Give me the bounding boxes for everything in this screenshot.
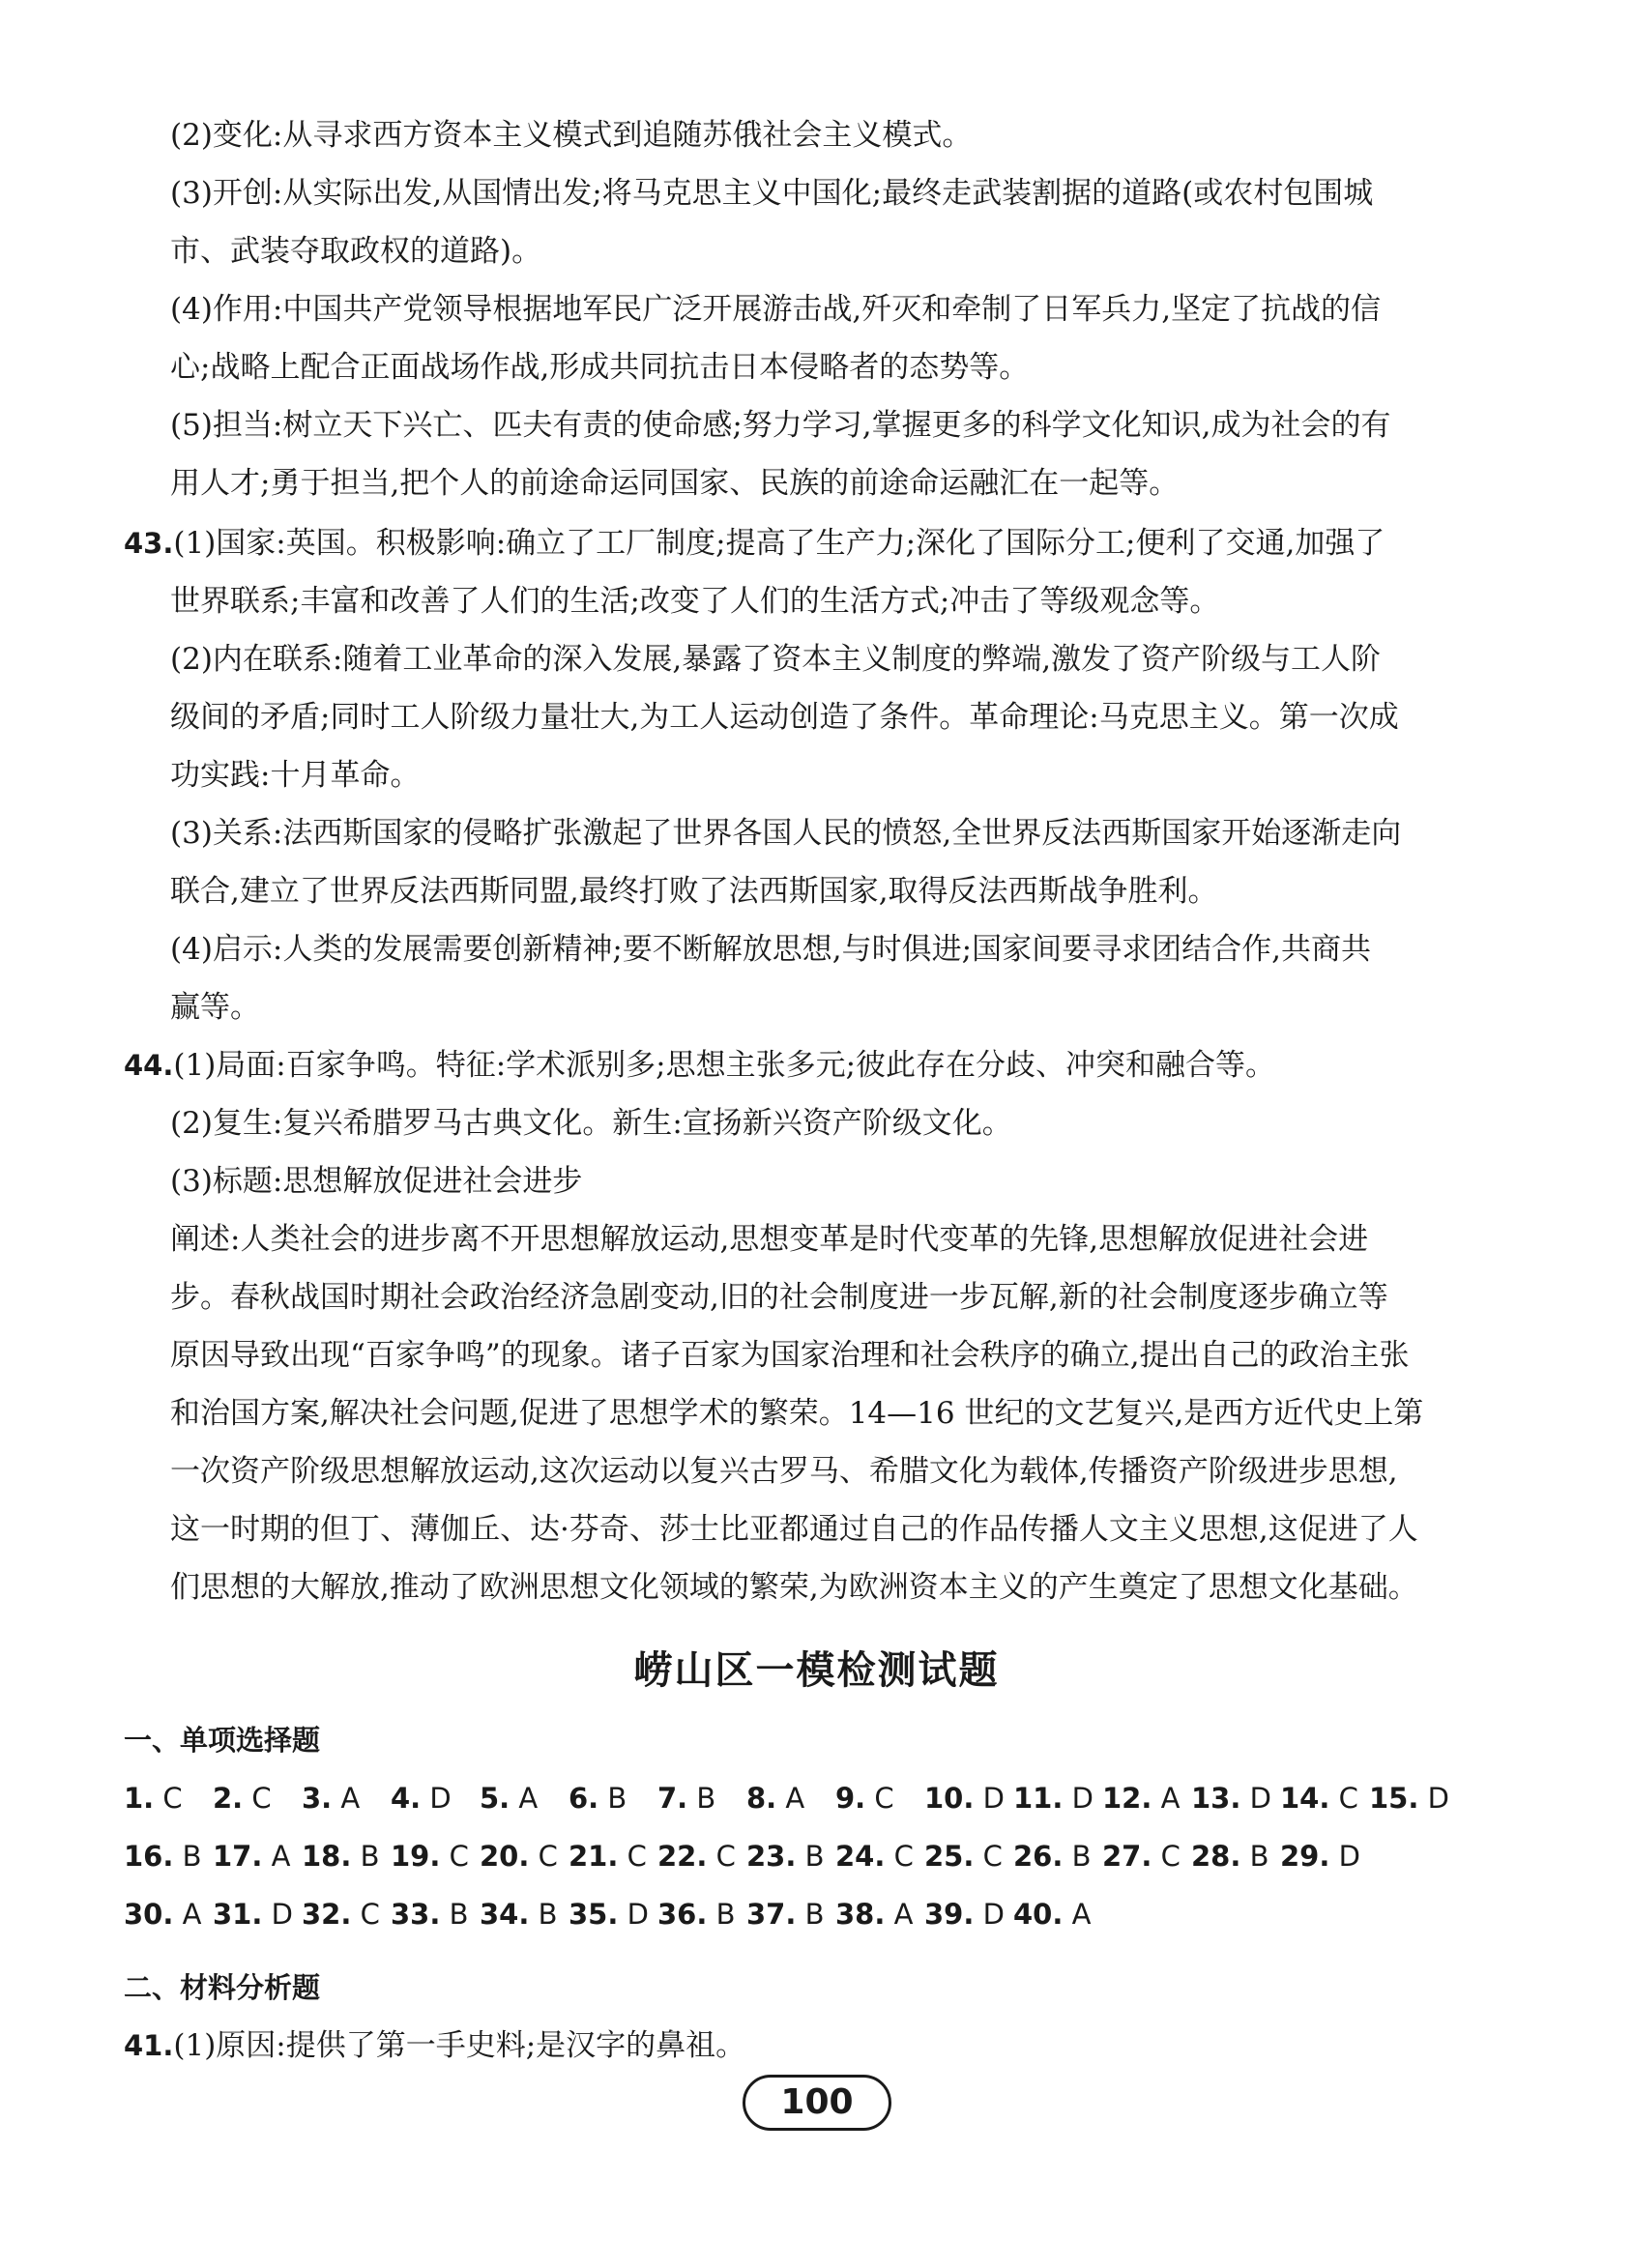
text-line: (3)开创:从实际出发,从国情出发;将马克思主义中国化;最终走武装割据的道路(或农村包围城	[170, 176, 1374, 211]
text-line: (2)复生:复兴希腊罗马古典文化。新生:宣扬新兴资产阶级文化。	[170, 1106, 1012, 1141]
answer-item: 16. B	[124, 1840, 202, 1873]
question-41-line: 41.(1)原因:提供了第一手史料;是汉字的鼻祖。	[124, 2028, 746, 2063]
answer-item: 2. C	[213, 1782, 272, 1815]
answer-item: 31. D	[213, 1898, 293, 1931]
answer-item: 39. D	[924, 1898, 1005, 1931]
text-line: 联合,建立了世界反法西斯同盟,最终打败了法西斯国家,取得反法西斯战争胜利。	[170, 874, 1218, 909]
text-line: (2)内在联系:随着工业革命的深入发展,暴露了资本主义制度的弊端,激发了资产阶级与工人阶	[170, 642, 1382, 677]
question-43-line: 43.(1)国家:英国。积极影响:确立了工厂制度;提高了生产力;深化了国际分工;便利了交通,加强了	[124, 526, 1385, 561]
answer-item: 36. B	[657, 1898, 736, 1931]
answer-item: 11. D	[1013, 1782, 1094, 1815]
answer-row	[124, 1837, 1477, 1875]
answer-item: 24. C	[835, 1840, 914, 1873]
answer-item: 6. B	[569, 1782, 627, 1815]
text-line: (5)担当:树立天下兴亡、匹夫有责的使命感;努力学习,掌握更多的科学文化知识,成为社会的有	[170, 408, 1391, 443]
answer-item: 26. B	[1013, 1840, 1092, 1873]
answer-item: 35. D	[569, 1898, 649, 1931]
answer-item: 10. D	[924, 1782, 1005, 1815]
answer-item: 28. B	[1191, 1840, 1269, 1873]
text-line: 步。春秋战国时期社会政治经济急剧变动,旧的社会制度进一步瓦解,新的社会制度逐步确立等	[170, 1280, 1388, 1315]
question-44-line: 44.(1)局面:百家争鸣。特征:学术派别多;思想主张多元;彼此存在分歧、冲突和融合等。	[124, 1048, 1276, 1083]
answer-item: 3. A	[302, 1782, 361, 1815]
answer-item: 33. B	[391, 1898, 469, 1931]
exam-title: 崂山区一模检测试题	[633, 1648, 1000, 1693]
answer-item: 14. C	[1280, 1782, 1358, 1815]
answer-item: 32. C	[302, 1898, 380, 1931]
question-number: 44.	[124, 1049, 174, 1082]
question-number: 43.	[124, 527, 174, 560]
answer-item: 37. B	[746, 1898, 825, 1931]
text-line: 一次资产阶级思想解放运动,这次运动以复兴古罗马、希腊文化为载体,传播资产阶级进步思想,	[170, 1454, 1398, 1489]
text-line: (3)关系:法西斯国家的侵略扩张激起了世界各国人民的愤怒,全世界反法西斯国家开始逐渐走向	[170, 816, 1402, 851]
answer-item: 21. C	[569, 1840, 647, 1873]
answer-item: 40. A	[1013, 1898, 1092, 1931]
text-line: 阐述:人类社会的进步离不开思想解放运动,思想变革是时代变革的先锋,思想解放促进社会进	[170, 1222, 1369, 1257]
answer-item: 4. D	[391, 1782, 452, 1815]
section-heading: 二、材料分析题	[124, 1971, 321, 2004]
answer-item: 1. C	[124, 1782, 183, 1815]
answer-item: 34. B	[480, 1898, 558, 1931]
text-line: 原因导致出现“百家争鸣”的现象。诸子百家为国家治理和社会秩序的确立,提出自己的政治主张	[170, 1338, 1410, 1373]
answer-item: 13. D	[1191, 1782, 1271, 1815]
answer-item: 22. C	[657, 1840, 736, 1873]
answer-item: 17. A	[213, 1840, 291, 1873]
text-line: 用人才;勇于担当,把个人的前途命运同国家、民族的前途命运融汇在一起等。	[170, 466, 1180, 501]
text-line: 级间的矛盾;同时工人阶级力量壮大,为工人运动创造了条件。革命理论:马克思主义。第一次成	[170, 700, 1399, 735]
text-line: (4)作用:中国共产党领导根据地军民广泛开展游击战,歼灭和牵制了日军兵力,坚定了抗战的信	[170, 292, 1382, 327]
text-line: 赢等。	[170, 990, 260, 1025]
text-line: 这一时期的但丁、薄伽丘、达·芬奇、莎士比亚都通过自己的作品传播人文主义思想,这促进了人	[170, 1512, 1418, 1547]
text-line: 和治国方案,解决社会问题,促进了思想学术的繁荣。14—16 世纪的文艺复兴,是西方近代史上第	[170, 1396, 1424, 1431]
answer-item: 12. A	[1102, 1782, 1181, 1815]
text-line: 心;战略上配合正面战场作战,形成共同抗击日本侵略者的态势等。	[170, 350, 1030, 385]
text-line: (3)标题:思想解放促进社会进步	[170, 1164, 583, 1199]
answer-row	[124, 1779, 1477, 1817]
text-line: (2)变化:从寻求西方资本主义模式到追随苏俄社会主义模式。	[170, 118, 973, 153]
page-number: 100	[743, 2075, 891, 2131]
answer-item: 8. A	[746, 1782, 805, 1815]
answer-item: 9. C	[835, 1782, 894, 1815]
question-number: 41.	[124, 2029, 174, 2062]
answer-item: 19. C	[391, 1840, 469, 1873]
answer-item: 7. B	[657, 1782, 716, 1815]
text-line: 们思想的大解放,推动了欧洲思想文化领域的繁荣,为欧洲资本主义的产生奠定了思想文化基础。	[170, 1570, 1418, 1605]
answer-item: 5. A	[480, 1782, 539, 1815]
text-line: 世界联系;丰富和改善了人们的生活;改变了人们的生活方式;冲击了等级观念等。	[170, 584, 1220, 619]
answer-item: 25. C	[924, 1840, 1003, 1873]
answer-row	[124, 1895, 1477, 1934]
answer-item: 27. C	[1102, 1840, 1181, 1873]
answer-item: 23. B	[746, 1840, 825, 1873]
answer-item: 30. A	[124, 1898, 202, 1931]
text-line: (4)启示:人类的发展需要创新精神;要不断解放思想,与时俱进;国家间要寻求团结合作,共商共	[170, 932, 1371, 967]
answer-item: 18. B	[302, 1840, 380, 1873]
text-line: 功实践:十月革命。	[170, 758, 421, 793]
answer-item: 20. C	[480, 1840, 558, 1873]
section-heading: 一、单项选择题	[124, 1724, 321, 1757]
answer-item: 29. D	[1280, 1840, 1360, 1873]
text-line: 市、武装夺取政权的道路)。	[170, 234, 542, 269]
answer-item: 38. A	[835, 1898, 914, 1931]
answer-item: 15. D	[1369, 1782, 1449, 1815]
